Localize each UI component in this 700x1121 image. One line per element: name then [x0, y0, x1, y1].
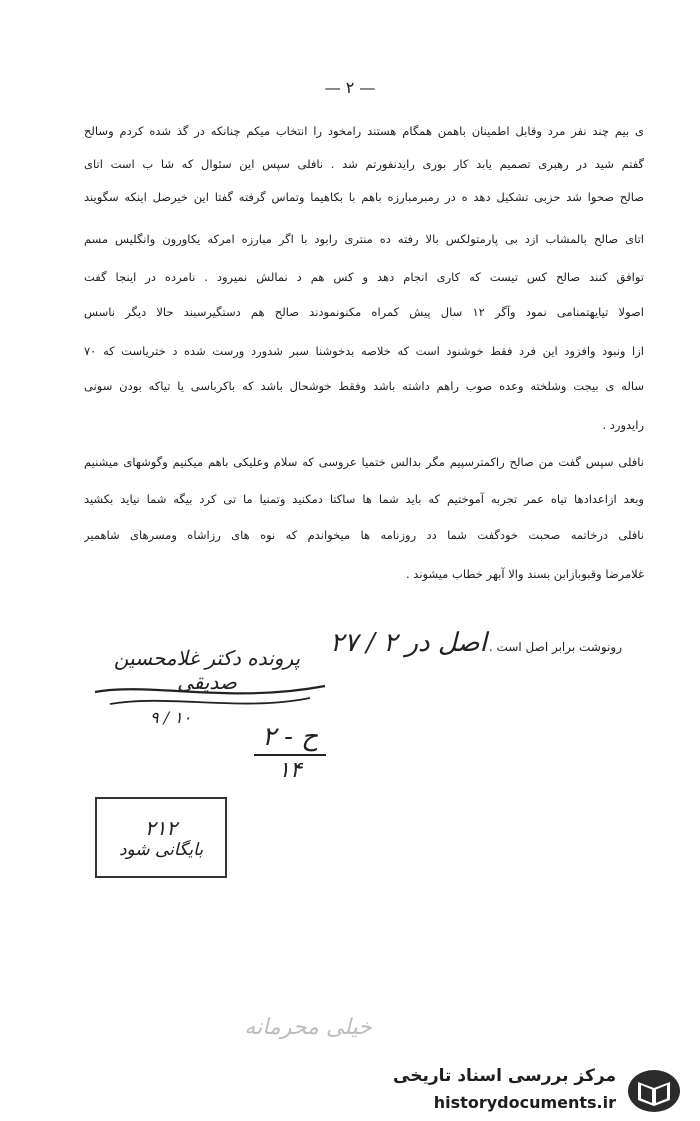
handwritten-signature: پرونده دکتر غلامحسین صدیقی [113, 646, 301, 694]
fraction-top: ح - ۲ [261, 722, 319, 752]
classification-handwriting: خیلی محرمانه [244, 1015, 372, 1040]
text-line: رایدورد . [602, 418, 644, 432]
text-line: نافلی سپس گفت من صالح راکمترسپیم مگر بدالس ختمیا عروسی که سلام وعلیکی باهم میکنیم وگوشهای میشنیم [84, 455, 644, 469]
signature-underline [90, 674, 330, 714]
handwritten-number: ۱۰ / ۹ [150, 708, 192, 727]
text-line: غلامرضا وقبوبازابن بسند والا آبهر خطاب میشوند . [405, 567, 644, 581]
text-line: توافق کنند صالح کس تیست که کاری انجام دهد و کس هم د نمالش نمیرود . نامرده در اینجا گفت [84, 270, 644, 284]
text-line: گفتم شید در رهبری تصمیم یابد کار بوری رایدنفورتم شد . نافلی سپس این سئوال که شا ب است اتای [84, 157, 644, 171]
text-line: نافلی درخاتمه صحبت خودگفت شما دد روزنامه ها میخواندم که نوه های رزاشاه ومسرهای شاهمیر [84, 528, 644, 542]
archive-logo [393, 1062, 688, 1120]
copy-note-text: رونوشت برابر اصل است . [488, 640, 622, 654]
text-line: اصولا تیایهتمنامی نمود وآگر ۱۲ سال پیش کمراه مکنونمودند صالح هم دستگیرسبند حالا دیگر ناسس [84, 305, 644, 319]
text-line: ازا ونبود وافزود این فرد فقط خوشنود است که خلاصه بدخوشنا سبر شدورد ورست شده د ختریاست که ۷۰ [84, 344, 644, 358]
archive-stamp [95, 797, 227, 878]
book-emblem-icon [626, 1068, 682, 1114]
fraction-line [254, 754, 326, 756]
handwritten-reference: اصل در ۲ / ۲۷ [330, 628, 487, 658]
text-line: ی بیم چند نفر مرد وقابل اطمینان باهمن همگام هستند رامخود را انتخاب میکم چنانکه در گذ شده کردم وسالح [84, 124, 644, 138]
page-number: — ۲ — [324, 78, 376, 97]
text-line: ساله ی بیجت وشلخته وعده صوب راهم داشته باشد وفقط خوشحال باشد که باکرباسی یا تیاکه بودن سونی [84, 379, 644, 393]
text-line: اتای صالح بالمشاب ازد بی پارمتولکس بالا رفته ده منتری رابود با اگر مبارزه امرکه یکاورون وانگلیس مسم [84, 232, 644, 246]
handwritten-fraction [250, 722, 330, 783]
stamp-text: بایگانی شود [118, 839, 204, 860]
text-line: وبعد ازاعدادها تیاه عمر تجربه آموختیم که باید شما ها ساکتا دمکنید وتمنیا ما تی کرد بیگه شما نیاید بکشید [84, 492, 644, 506]
logo-url: historydocuments.ir [433, 1093, 616, 1112]
logo-title: مرکز بررسی اسناد تاریخی [393, 1066, 616, 1086]
stamp-number: ۲۱۲ [144, 815, 178, 840]
text-line: صالح صحوا شد حزبی تشکیل دهد ه در رمبرمبارزه باهم با بکاهیما وتماس گرفته گفتا این خیرصل اینکه سگویند [84, 190, 644, 204]
fraction-bottom: ۱۴ [278, 758, 302, 783]
